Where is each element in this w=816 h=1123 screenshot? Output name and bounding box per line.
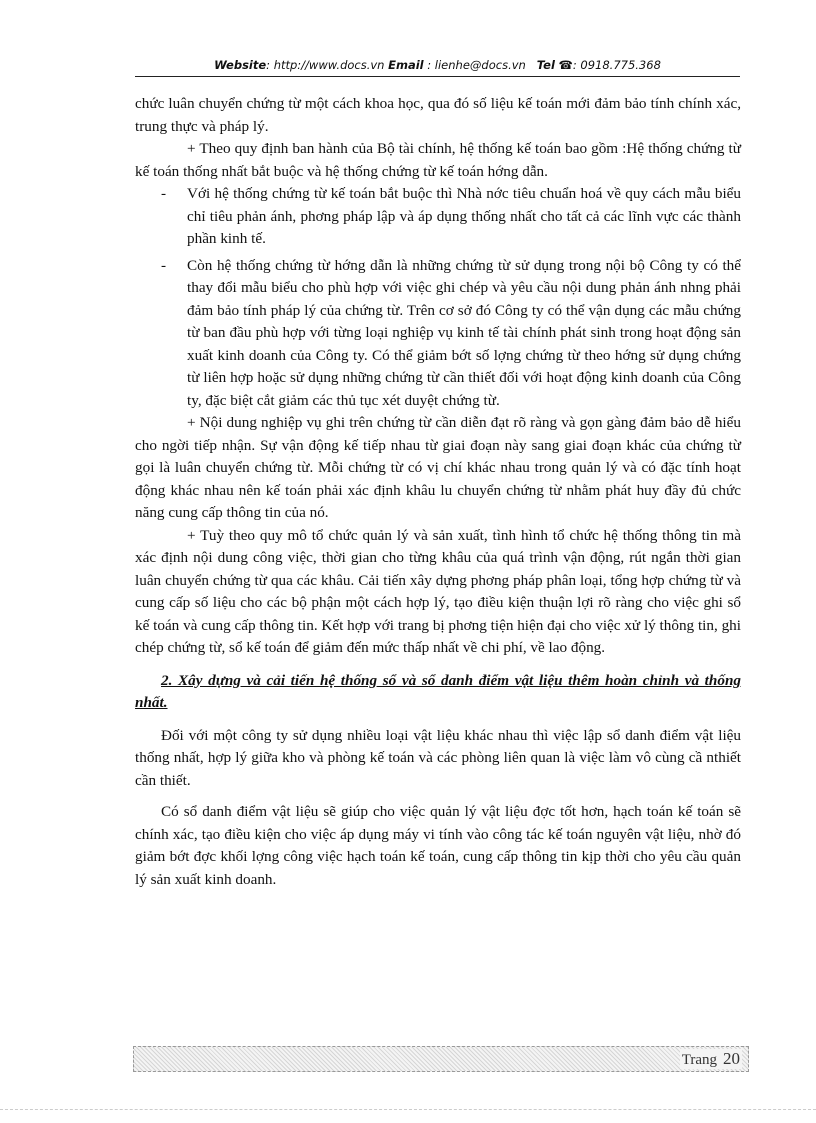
email-value: : lienhe@docs.vn bbox=[423, 58, 526, 72]
bullet-dash: - bbox=[161, 256, 167, 274]
tel-value: : 0918.775.368 bbox=[572, 58, 661, 72]
page-label: Trang bbox=[681, 1052, 717, 1068]
paragraph-2: + Theo quy định ban hành của Bộ tài chính, hệ thống kế toán bao gồm :Hệ thống chứng từ kế toán thống nhất bắt buộc và hệ thống chứng từ kế toán hớng dẫn. bbox=[135, 140, 741, 180]
bullet-text-1: Với hệ thống chứng từ kế toán bắt buộc thì Nhà nớc tiêu chuẩn hoá về quy cách mẫu biểu chỉ tiêu phản ánh, phơng pháp lập và áp dụng thống nhất cho tất cả các lĩnh vực các thành phần kinh tế. bbox=[187, 185, 741, 247]
bullet-item-2 bbox=[135, 255, 741, 413]
email-label: Email bbox=[388, 58, 424, 72]
paragraph-6: Có sổ danh điểm vật liệu sẽ giúp cho việc quản lý vật liệu đợc tốt hơn, hạch toán kế toán sẽ chính xác, tạo điều kiện cho việc áp dụng máy vi tính vào công tác kế toán nguyên vật liệu, nhờ đó giảm bớt đợc khối lợng công việc hạch toán kế toán, cung cấp thông tin kịp thời cho yêu cầu quản lý sản xuất kinh doanh. bbox=[135, 803, 741, 888]
tel-label: Tel bbox=[536, 58, 555, 72]
document-body bbox=[135, 93, 741, 891]
bullet-text-2: Còn hệ thống chứng từ hớng dẫn là những chứng từ sử dụng trong nội bộ Công ty có thể thay đổi mẫu biểu cho phù hợp với việc ghi chép và yêu cầu nội dung phản ánh nhng phải đảm bảo tính pháp lý của chứng từ. Trên cơ sở đó Công ty có thể vận dụng các mẫu chứng từ ban đầu phù hợp với từng loại nghiệp vụ kinh tế tài chính phát sinh trong hoạt động sản xuất kinh doanh của Công ty. Có thể giảm bớt số lợng chứng từ theo hớng sử dụng chứng từ liên hợp hoặc sử dụng những chứng từ cần thiết đối với hoạt động kinh doanh của Công ty, đặc biệt cắt giảm các thủ tục xét duyệt chứng từ. bbox=[187, 256, 741, 409]
paragraph-4: + Tuỳ theo quy mô tổ chức quản lý và sản xuất, tình hình tổ chức hệ thống thông tin mà xác định nội dung công việc, thời gian cho từng khâu của quá trình vận động, rút ngắn thời gian luân chuyển chứng từ qua các khâu. Cải tiến xây dựng phơng pháp phân loại, tổng hợp chứng từ và cung cấp số liệu cho các bộ phận một cách hợp lý, tạo điều kiện thuận lợi rõ ràng cho việc ghi sổ kế toán và cung cấp thông tin. Kết hợp với trang bị phơng tiện hiện đại cho việc xử lý thông tin, ghi chép chứng từ, sổ kế toán để giảm đến mức thấp nhất về chi phí, về lao động. bbox=[135, 526, 741, 656]
section-heading: 2. Xây dựng và cải tiến hệ thống sổ và sổ danh điểm vật liệu thêm hoàn chỉnh và thống nhất. bbox=[135, 671, 741, 711]
page-footer bbox=[133, 1046, 749, 1072]
bullet-dash: - bbox=[161, 185, 167, 202]
bullet-list bbox=[135, 183, 741, 412]
page-indicator bbox=[680, 1049, 742, 1069]
paragraph-5: Đối với một công ty sử dụng nhiều loại vật liệu khác nhau thì việc lập sổ danh điểm vật liệu thống nhất, hợp lý giữa kho và phòng kế toán và các phòng liên quan là việc làm vô cùng cầ nthiết cần thiết. bbox=[135, 726, 741, 789]
page-header bbox=[135, 56, 740, 77]
paragraph-1: chức luân chuyển chứng từ một cách khoa học, qua đó số liệu kế toán mới đảm bảo tính chính xác, trung thực và pháp lý. bbox=[135, 95, 741, 135]
paragraph-3: + Nội dung nghiệp vụ ghi trên chứng từ cần diễn đạt rõ ràng và gọn gàng đảm bảo dễ hiểu cho ngời tiếp nhận. Sự vận động kế tiếp nhau từ giai đoạn này sang giai đoạn khác của chứng từ gọi là luân chuyển chứng từ. Mỗi chứng từ có vị chí khác nhau trong quản lý và có đặc tính hoạt động khác nhau nên kế toán phải xác định khâu lu chuyển chứng từ nhằm phát huy đầy đủ chức năng cung cấp thông tin của nó. bbox=[135, 414, 741, 521]
page-number: 20 bbox=[723, 1049, 740, 1068]
page-bottom-divider bbox=[0, 1109, 816, 1110]
website-value: : http://www.docs.vn bbox=[266, 58, 385, 72]
website-label: Website bbox=[214, 58, 267, 72]
phone-icon: ☎ bbox=[558, 58, 573, 72]
bullet-item-1 bbox=[135, 183, 741, 251]
